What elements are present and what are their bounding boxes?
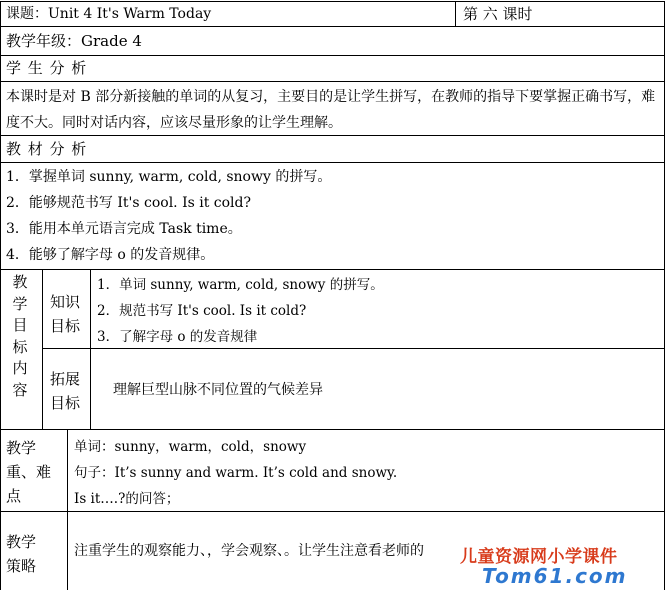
lesson-period: 第 六 课时 xyxy=(463,5,533,23)
rule-top xyxy=(0,1,665,2)
label-line: 重、难 xyxy=(6,463,52,481)
watermark-cn: 儿童资源网小学课件 xyxy=(460,547,618,567)
label-char: 教 xyxy=(12,273,28,291)
label-line: 知识 xyxy=(50,293,81,311)
key-points-label xyxy=(6,436,51,508)
extension-label xyxy=(50,367,80,415)
rule xyxy=(455,1,456,26)
rule xyxy=(0,81,665,82)
label-char: 目 xyxy=(12,316,28,334)
rule xyxy=(0,162,665,163)
rule xyxy=(0,26,665,27)
key-point-line: 句子：It’s sunny and warm. It’s cold and snowy. xyxy=(74,465,398,481)
knowledge-item: 3．了解字母 o 的发音规律 xyxy=(97,329,258,345)
label-line: 教学 xyxy=(6,533,37,551)
material-item: 4．能够了解字母 o 的发音规律。 xyxy=(6,247,215,263)
label-char: 内 xyxy=(12,359,28,377)
rule xyxy=(42,269,43,429)
extension-text: 理解巨型山脉不同位置的气候差异 xyxy=(113,382,323,398)
strategy-text: 注重学生的观察能力、，学会观察、。让学生注意看老师的 xyxy=(74,543,424,559)
material-item: 2．能够规范书写 It's cool. Is it cold? xyxy=(6,195,252,211)
label-line: 拓展 xyxy=(50,370,81,388)
watermark-en: Tom61.com xyxy=(482,564,628,588)
knowledge-item: 1．单词 sunny, warm, cold, snowy 的拼写。 xyxy=(97,277,384,293)
label-char: 容 xyxy=(12,380,28,399)
rule xyxy=(0,511,665,512)
knowledge-label xyxy=(50,290,80,338)
key-point-line: Is it….?的问答； xyxy=(74,491,180,507)
student-analysis-heading: 学 生 分 析 xyxy=(6,59,88,77)
rule xyxy=(67,429,68,590)
rule xyxy=(0,429,665,430)
material-analysis-heading: 教 材 分 析 xyxy=(6,140,88,158)
label-char: 学 xyxy=(12,294,28,313)
label-char: 标 xyxy=(12,337,28,356)
objectives-label xyxy=(10,272,30,401)
rule xyxy=(0,55,665,56)
label-line: 点 xyxy=(6,487,22,505)
label-line: 策略 xyxy=(6,557,37,575)
material-item: 3．能用本单元语言完成 Task time。 xyxy=(6,221,242,237)
rule xyxy=(0,269,665,270)
label-line: 目标 xyxy=(50,394,81,412)
rule xyxy=(42,348,665,349)
material-item: 1．掌握单词 sunny, warm, cold, snowy 的拼写。 xyxy=(6,169,332,185)
rule-left xyxy=(0,1,1,590)
label-line: 教学 xyxy=(6,439,37,457)
site-watermark xyxy=(460,542,665,588)
label-line: 目标 xyxy=(50,317,81,335)
student-analysis-text: 本课时是对 B 部分新接触的单词的从复习，主要目的是让学生拼写，在教师的指导下要掌握正确书写，难度不大。同时对话内容，应该尽量形象的让学生理解。 xyxy=(6,89,656,131)
lesson-title: 课题：Unit 4 It's Warm Today xyxy=(6,6,212,22)
rule xyxy=(90,269,91,429)
key-point-line: 单词：sunny，warm，cold，snowy xyxy=(74,439,307,455)
strategy-label xyxy=(6,530,36,578)
grade-line: 教学年级：Grade 4 xyxy=(6,32,142,50)
knowledge-item: 2．规范书写 It's cool. Is it cold? xyxy=(97,303,307,319)
